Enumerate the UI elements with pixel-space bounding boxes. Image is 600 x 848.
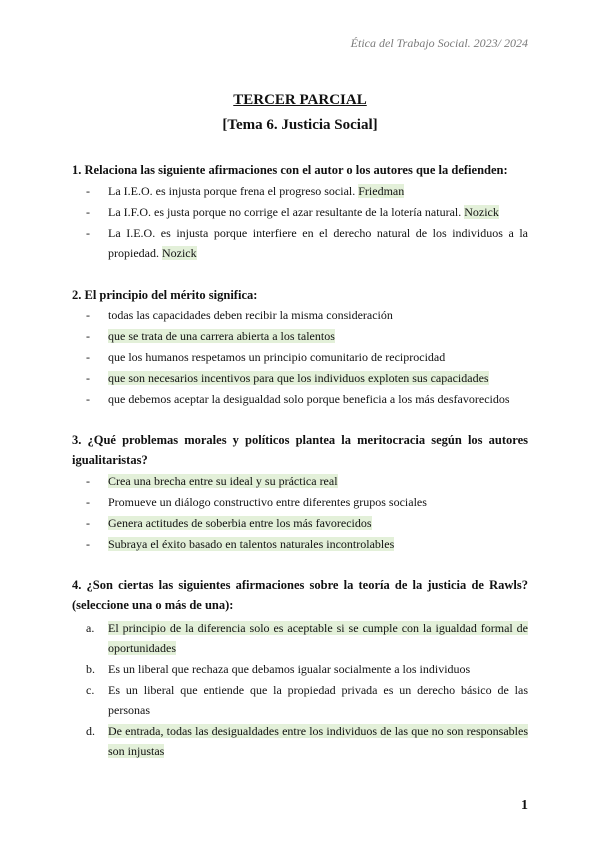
- list-marker: -: [86, 350, 90, 364]
- question-2: 2. El principio del mérito significa:: [72, 288, 258, 302]
- question-4: 4. ¿Son ciertas las siguientes afirmaciones sobre la teoría de la justicia de Rawls? (seleccione una o más de una):: [72, 578, 528, 612]
- item-text: Es un liberal que entiende que la propiedad privada es un derecho básico de las personas: [108, 683, 528, 717]
- item-text-highlighted: De entrada, todas las desigualdades entre los individuos de las que no son responsables son injustas: [108, 724, 528, 758]
- list-item: [86, 513, 528, 533]
- list-item: [86, 223, 528, 263]
- list-marker: b.: [86, 662, 95, 676]
- list-item: [86, 181, 528, 201]
- item-text-highlighted: que se trata de una carrera abierta a los talentos: [108, 329, 335, 343]
- item-text: La I.F.O. es justa porque no corrige el azar resultante de la lotería natural.: [108, 205, 462, 219]
- list-item: [86, 389, 528, 409]
- list-marker: -: [86, 392, 90, 406]
- list-item: [86, 721, 528, 761]
- item-text: que los humanos respetamos un principio comunitario de reciprocidad: [108, 350, 446, 364]
- list-item: [86, 471, 528, 491]
- list-marker: d.: [86, 724, 95, 738]
- list-item: [86, 534, 528, 554]
- list-item: [86, 202, 528, 222]
- page-subtitle: [Tema 6. Justicia Social]: [222, 117, 378, 133]
- item-text-highlighted: que son necesarios incentivos para que los individuos exploten sus capacidades: [108, 371, 489, 385]
- question-1: 1. Relaciona las siguiente afirmaciones con el autor o los autores que la defienden:: [72, 163, 508, 177]
- list-marker: -: [86, 184, 90, 198]
- list-marker: -: [86, 474, 90, 488]
- list-item: [86, 326, 528, 346]
- list-marker: -: [86, 226, 90, 240]
- item-text-highlighted: Genera actitudes de soberbia entre los más favorecidos: [108, 516, 372, 530]
- list-marker: -: [86, 516, 90, 530]
- list-marker: -: [86, 308, 90, 322]
- item-text: La I.E.O. es injusta porque interfiere en el derecho natural de los individuos a la propiedad.: [108, 226, 528, 260]
- list-marker: -: [86, 205, 90, 219]
- list-marker: -: [86, 495, 90, 509]
- question-3-list: [86, 471, 528, 555]
- document-header: Ética del Trabajo Social. 2023/ 2024: [350, 36, 528, 50]
- question-4-list: [86, 618, 528, 762]
- question-2-list: [86, 305, 528, 410]
- list-marker: -: [86, 329, 90, 343]
- list-marker: -: [86, 537, 90, 551]
- list-item: [86, 492, 528, 512]
- question-3: 3. ¿Qué problemas morales y políticos plantea la meritocracia según los autores igualitaristas?: [72, 433, 528, 467]
- list-item: [86, 680, 528, 720]
- item-text: Es un liberal que rechaza que debamos igualar socialmente a los individuos: [108, 662, 471, 676]
- list-item: [86, 347, 528, 367]
- page-number: 1: [521, 798, 528, 813]
- question-1-list: [86, 181, 528, 264]
- item-text-highlighted: Subraya el éxito basado en talentos naturales incontrolables: [108, 537, 395, 551]
- list-marker: a.: [86, 621, 95, 635]
- list-marker: -: [86, 371, 90, 385]
- list-item: [86, 368, 528, 388]
- item-text: Promueve un diálogo constructivo entre diferentes grupos sociales: [108, 495, 427, 509]
- item-text: La I.E.O. es injusta porque frena el progreso social.: [108, 184, 356, 198]
- answer-highlight: Friedman: [358, 184, 405, 198]
- list-item: [86, 659, 528, 679]
- answer-highlight: Nozick: [464, 205, 499, 219]
- list-item: [86, 618, 528, 658]
- list-marker: c.: [86, 683, 95, 697]
- answer-highlight: Nozick: [161, 246, 197, 260]
- item-text-highlighted: El principio de la diferencia solo es aceptable si se cumple con la igualdad formal de oportunidades: [108, 621, 528, 655]
- list-item: [86, 305, 528, 325]
- item-text: que debemos aceptar la desigualdad solo porque beneficia a los más desfavorecidos: [108, 392, 510, 406]
- item-text-highlighted: Crea una brecha entre su ideal y su práctica real: [108, 474, 338, 488]
- item-text: todas las capacidades deben recibir la misma consideración: [108, 308, 393, 322]
- page-title: TERCER PARCIAL: [233, 92, 367, 108]
